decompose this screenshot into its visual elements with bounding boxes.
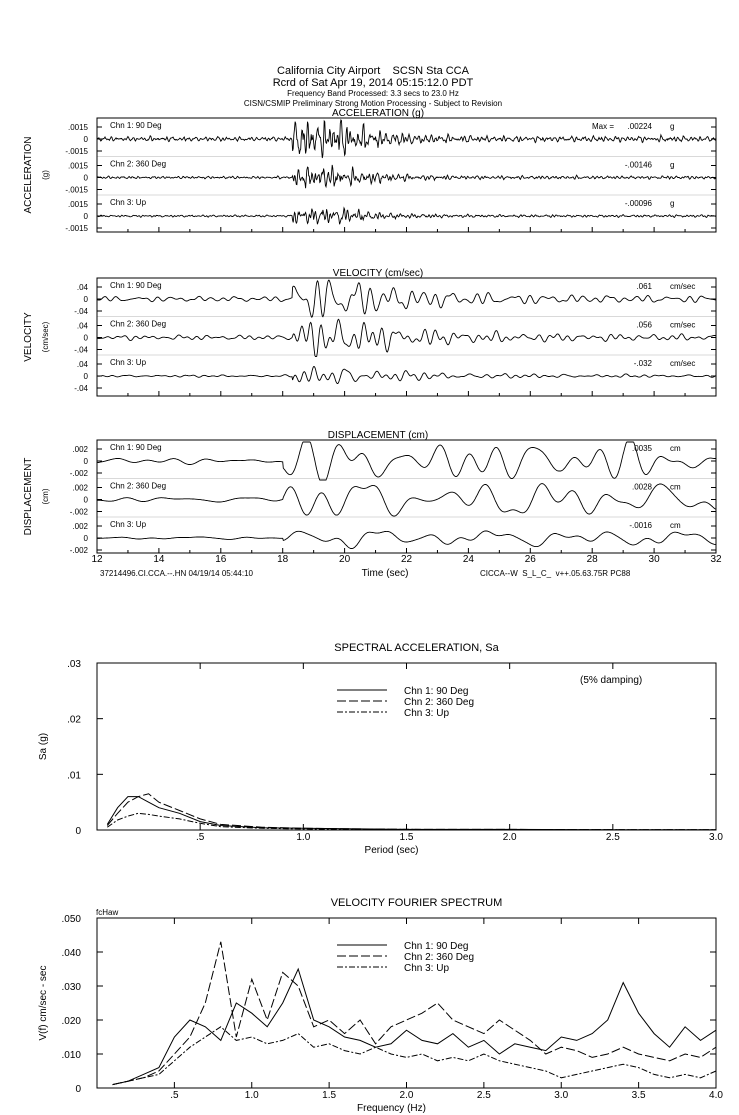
- peak-value: .00224: [627, 122, 652, 131]
- y-tick-label: .030: [61, 982, 81, 993]
- waveform-3: [97, 208, 716, 224]
- y-tick-label: -.0015: [65, 147, 88, 156]
- damping-annotation: (5% damping): [580, 675, 643, 686]
- waveform-2: [97, 165, 716, 188]
- y-tick-label: -.04: [74, 307, 88, 316]
- y-axis-unit: (cm): [41, 488, 50, 505]
- y-tick-label: .01: [67, 770, 81, 782]
- x-tick-label: 1.5: [322, 1090, 337, 1101]
- legend-label-1: Chn 1: 90 Deg: [404, 686, 469, 697]
- y-tick-label: .04: [76, 283, 88, 292]
- legend-label-1: Chn 1: 90 Deg: [404, 941, 469, 952]
- x-tick-label: 2.5: [605, 832, 620, 843]
- y-tick-label: -.0015: [65, 224, 88, 233]
- panel-title: VELOCITY (cm/sec): [332, 268, 424, 279]
- peak-unit: g: [670, 199, 675, 208]
- y-axis-label: DISPLACEMENT: [23, 457, 34, 536]
- series-line-1: [113, 969, 717, 1085]
- x-tick-label: 22: [400, 554, 413, 565]
- x-axis-label: Period (sec): [364, 845, 419, 856]
- y-tick-label: .050: [61, 914, 81, 925]
- frequency-band: Frequency Band Processed: 3.3 secs to 23.0 Hz: [287, 89, 459, 98]
- peak-value: -.032: [633, 359, 652, 368]
- y-tick-label: .002: [72, 483, 88, 493]
- velocity-fourier-spectrum-chart: [38, 897, 723, 1114]
- peak-value: -.00146: [624, 160, 652, 170]
- corner-label: fcHaw: [96, 908, 119, 917]
- series-line-2: [107, 794, 716, 830]
- y-tick-label: .020: [61, 1016, 81, 1027]
- waveform-1: [97, 280, 716, 317]
- channel-label: Chn 3: Up: [110, 358, 147, 367]
- x-tick-label: 3.5: [631, 1090, 646, 1101]
- y-tick-label: .02: [67, 714, 81, 726]
- processing-note: CISN/CSMIP Preliminary Strong Motion Processing - Subject to Revision: [243, 99, 503, 108]
- x-tick-label: 3.0: [554, 1090, 569, 1101]
- y-axis-label: Sa (g): [38, 732, 49, 761]
- y-tick-label: -.002: [69, 546, 88, 555]
- channel-label: Chn 3: Up: [110, 520, 147, 529]
- x-tick-label: 20: [339, 554, 351, 565]
- x-tick-label: 1.0: [244, 1090, 259, 1101]
- y-tick-label: .010: [61, 1050, 81, 1061]
- x-tick-label: 1.0: [296, 832, 311, 843]
- peak-value: .0028: [631, 482, 652, 492]
- x-tick-label: 16: [215, 554, 227, 565]
- y-tick-label: .03: [67, 659, 81, 670]
- series-line-3: [107, 813, 716, 830]
- y-tick-label: .002: [72, 522, 88, 531]
- panel-title: ACCELERATION (g): [331, 108, 425, 119]
- peak-value: .056: [636, 320, 652, 330]
- y-tick-label: .04: [76, 321, 88, 331]
- peak-unit: cm/sec: [670, 320, 696, 330]
- y-tick-label: 0: [83, 333, 88, 343]
- y-tick-label: 0: [83, 173, 88, 183]
- y-axis-label: VELOCITY: [23, 312, 34, 362]
- waveform-2: [97, 481, 716, 516]
- panel-title: DISPLACEMENT (cm): [327, 430, 429, 441]
- y-tick-label: 0: [83, 372, 88, 381]
- channel-label: Chn 1: 90 Deg: [110, 121, 162, 130]
- x-tick-label: .5: [195, 832, 205, 843]
- x-tick-label: 12: [91, 554, 103, 565]
- channel-label: Chn 1: 90 Deg: [110, 443, 162, 452]
- spectral-acceleration-chart: [38, 642, 723, 856]
- peak-unit: g: [670, 122, 675, 131]
- y-tick-label: 0: [83, 495, 88, 505]
- station-title: California City Airport SCSN Sta CCA: [277, 65, 469, 77]
- channel-label: Chn 2: 360 Deg: [110, 481, 167, 491]
- x-axis-label: Time (sec): [361, 568, 409, 579]
- y-tick-label: -.04: [74, 345, 88, 355]
- peak-value: .0035: [631, 444, 652, 453]
- x-tick-label: 18: [277, 554, 289, 565]
- time-series-panel-acc: [23, 108, 716, 233]
- x-tick-label: 4.0: [709, 1090, 723, 1101]
- time-series-panel-disp: [23, 430, 716, 555]
- channel-label: Chn 2: 360 Deg: [110, 159, 167, 169]
- x-tick-label: 2.0: [399, 1090, 414, 1101]
- legend-label-2: Chn 2: 360 Deg: [404, 952, 475, 963]
- y-axis-unit: (cm/sec): [41, 321, 50, 353]
- y-tick-label: .040: [61, 948, 81, 959]
- panel-frame: [97, 440, 716, 553]
- y-tick-label: 0: [83, 135, 88, 144]
- x-tick-label: 1.5: [399, 832, 414, 843]
- chart-title: VELOCITY FOURIER SPECTRUM: [330, 897, 503, 909]
- y-tick-label: .04: [76, 360, 88, 369]
- y-tick-label: -.0015: [65, 185, 88, 195]
- y-tick-label: 0: [75, 1084, 81, 1095]
- y-tick-label: .002: [72, 445, 88, 454]
- waveform-3: [97, 531, 716, 549]
- processing-code: CICCA--W S_L_C_ v++.05.63.75R PC88: [480, 569, 631, 578]
- y-tick-label: 0: [83, 212, 88, 221]
- y-tick-label: 0: [83, 295, 88, 304]
- chart-title: SPECTRAL ACCELERATION, Sa: [334, 642, 499, 654]
- x-tick-label: 24: [462, 554, 474, 565]
- waveform-1: [97, 442, 716, 480]
- y-tick-label: .0015: [67, 200, 88, 209]
- peak-unit: cm/sec: [670, 359, 696, 368]
- x-tick-label: 14: [153, 554, 165, 565]
- channel-label: Chn 3: Up: [110, 198, 147, 207]
- waveform-2: [97, 319, 716, 356]
- peak-value: -.0016: [629, 521, 652, 530]
- series-line-1: [107, 797, 716, 830]
- x-tick-label: 2.0: [502, 832, 517, 843]
- y-axis-label: V(f) cm/sec - sec: [38, 965, 49, 1041]
- legend-label-3: Chn 3: Up: [404, 708, 450, 719]
- x-tick-label: 28: [586, 554, 598, 565]
- waveform-1: [97, 120, 716, 158]
- y-tick-label: 0: [83, 534, 88, 543]
- peak-unit: cm: [670, 521, 681, 530]
- peak-unit: cm: [670, 444, 681, 453]
- record-time: Rcrd of Sat Apr 19, 2014 05:15:12.0 PDT: [272, 77, 474, 89]
- x-axis-label: Frequency (Hz): [357, 1103, 426, 1114]
- y-tick-label: .0015: [67, 161, 88, 171]
- peak-value: .061: [636, 282, 652, 291]
- channel-label: Chn 2: 360 Deg: [110, 319, 167, 329]
- x-tick-label: 30: [648, 554, 660, 565]
- peak-unit: g: [670, 160, 675, 170]
- channel-label: Chn 1: 90 Deg: [110, 281, 162, 290]
- peak-unit: cm/sec: [670, 282, 696, 291]
- x-tick-label: 2.5: [476, 1090, 491, 1101]
- legend-label-3: Chn 3: Up: [404, 963, 450, 974]
- waveform-3: [97, 367, 716, 384]
- y-tick-label: 0: [75, 826, 81, 837]
- y-tick-label: -.002: [69, 507, 88, 517]
- peak-unit: cm: [670, 482, 681, 492]
- record-id: 37214496.CI.CCA.--.HN 04/19/14 05:44:10: [100, 569, 253, 578]
- y-axis-unit: (g): [41, 170, 50, 180]
- max-label: Max =: [592, 122, 615, 131]
- y-tick-label: 0: [83, 457, 88, 466]
- y-tick-label: .0015: [67, 123, 88, 132]
- x-tick-label: 32: [710, 554, 722, 565]
- legend-label-2: Chn 2: 360 Deg: [404, 697, 475, 708]
- x-tick-label: 26: [524, 554, 536, 565]
- time-series-panel-vel: [23, 268, 716, 396]
- y-tick-label: -.04: [74, 384, 88, 393]
- y-tick-label: -.002: [69, 469, 88, 478]
- x-tick-label: 3.0: [709, 832, 723, 843]
- x-tick-label: .5: [170, 1090, 179, 1101]
- peak-value: -.00096: [624, 199, 652, 208]
- y-axis-label: ACCELERATION: [23, 136, 34, 214]
